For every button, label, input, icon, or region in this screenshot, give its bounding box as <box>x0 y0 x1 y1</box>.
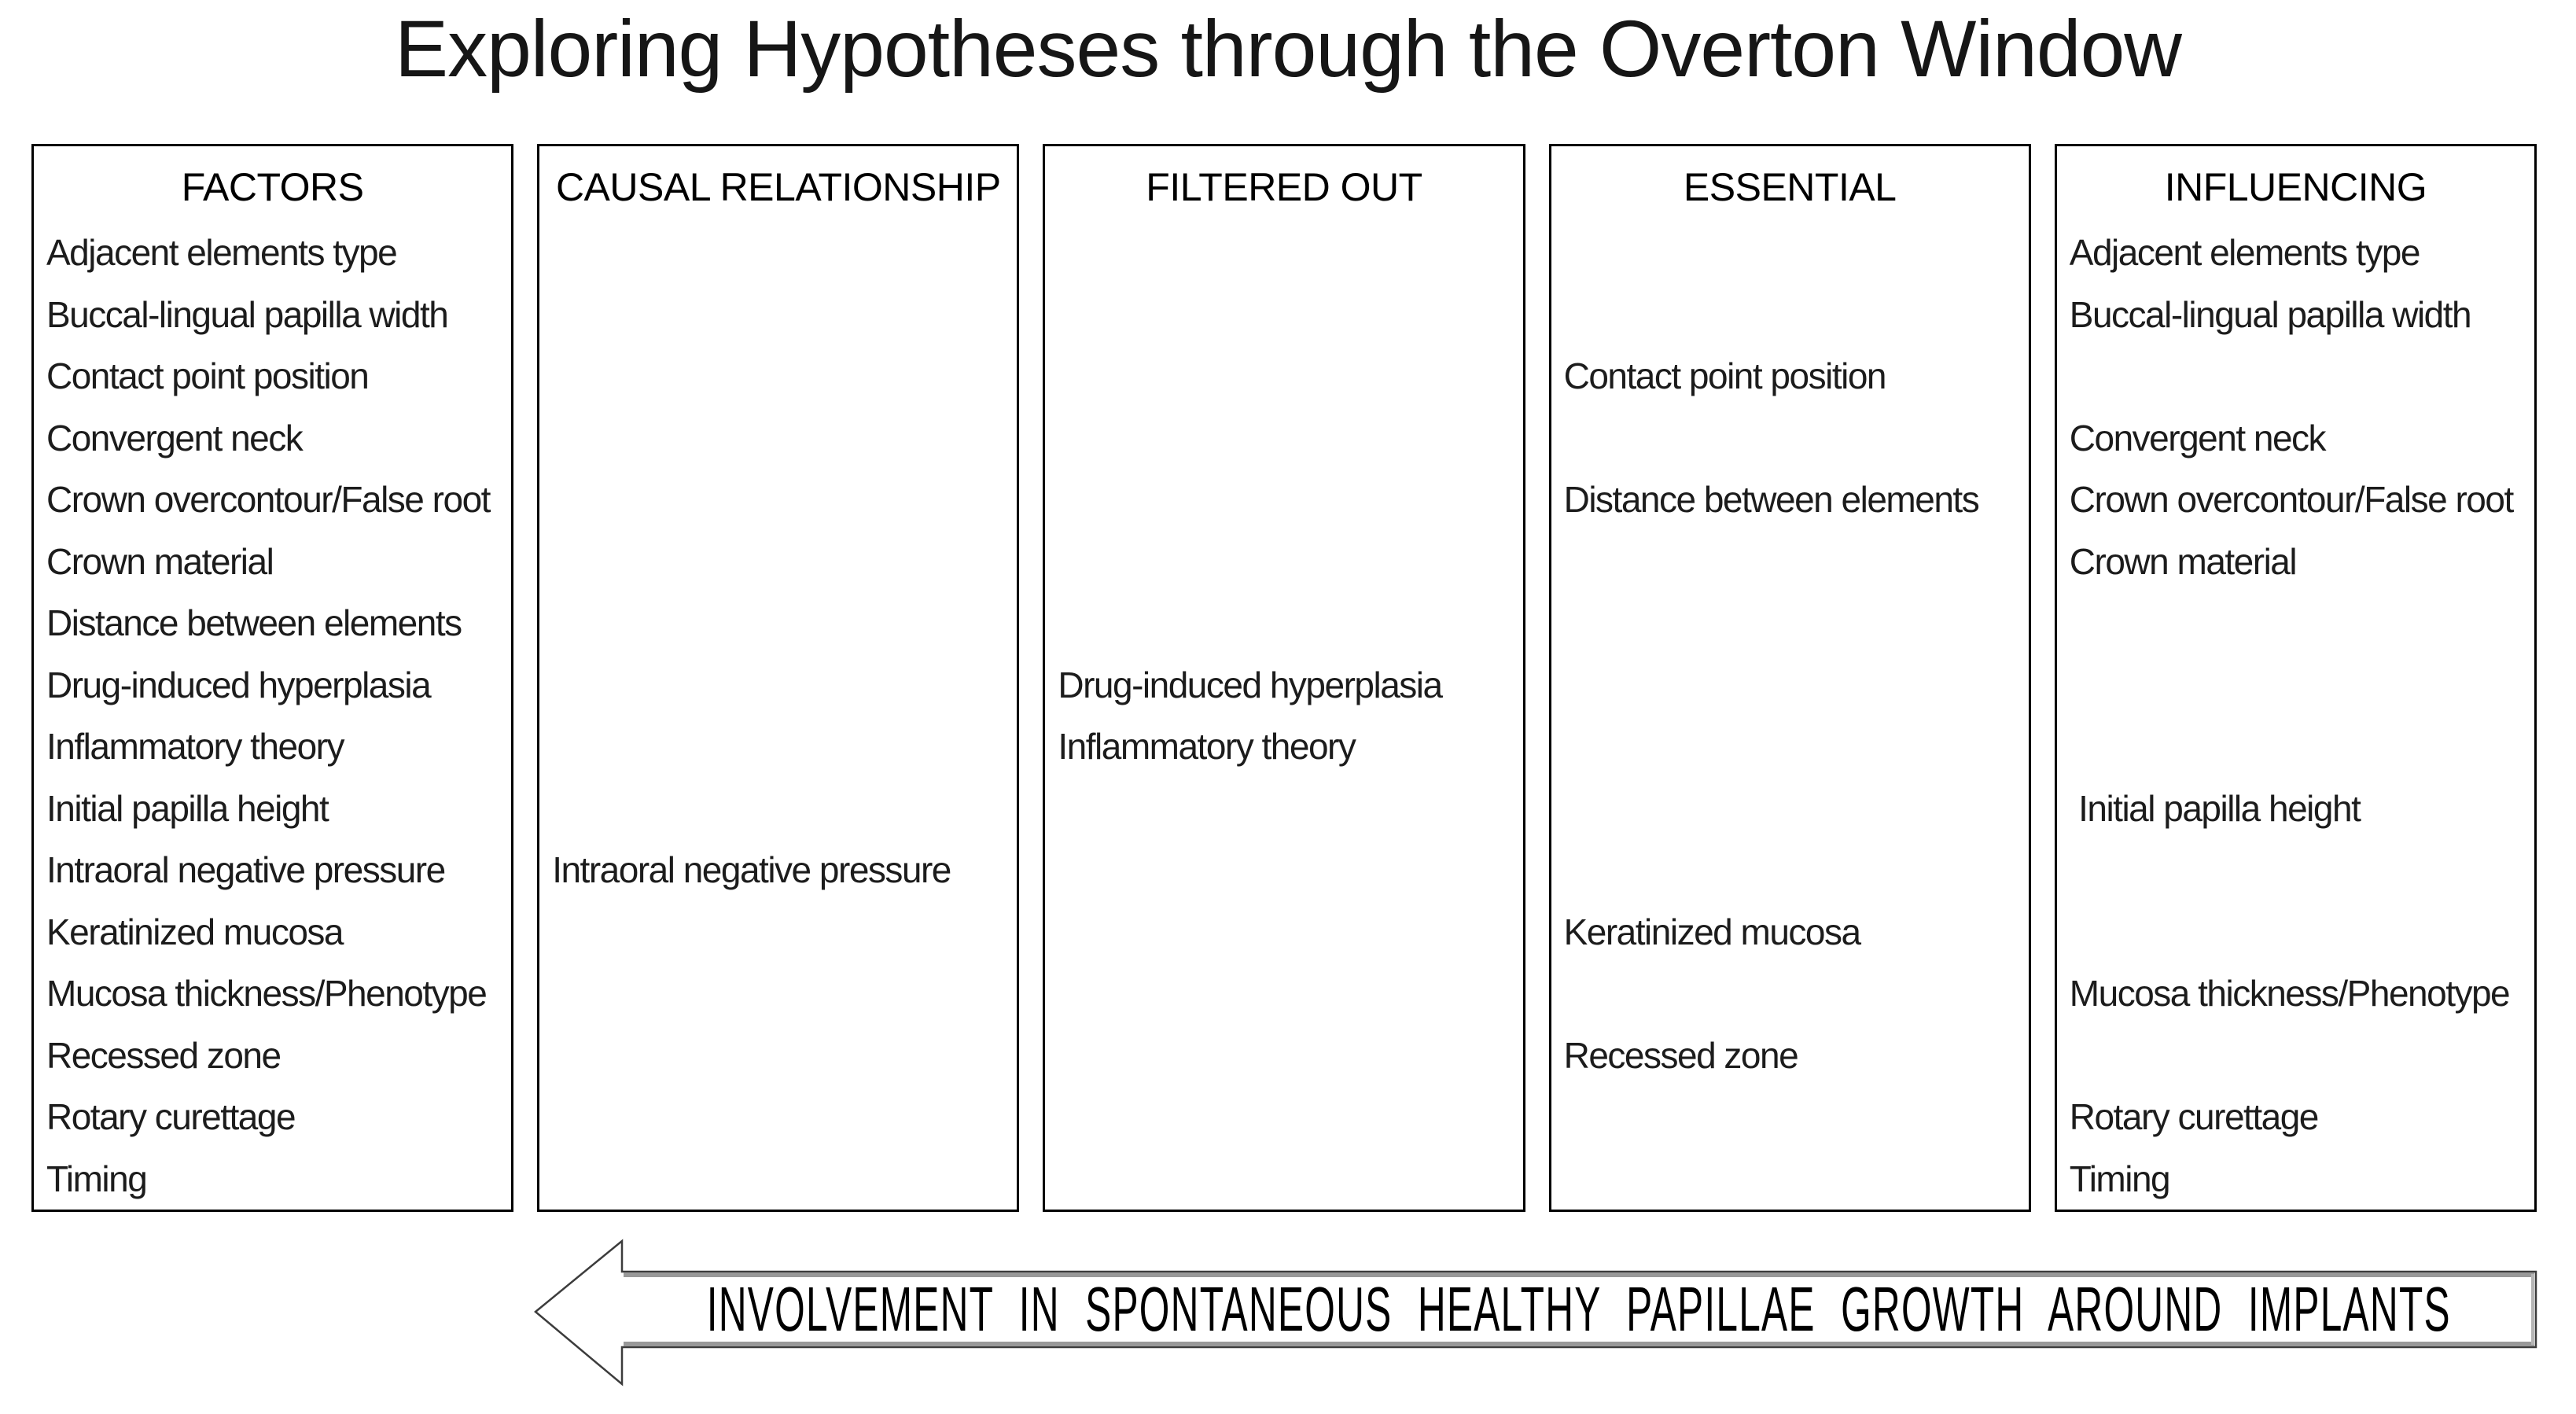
column-cell <box>1551 716 2029 778</box>
column-cell <box>1551 1086 2029 1148</box>
column-cell: Drug-induced hyperplasia <box>46 664 431 705</box>
arrow-label-container <box>622 1272 2536 1347</box>
column-cell <box>1045 839 1522 901</box>
column-cell: Crown material <box>2069 540 2297 582</box>
column-cell <box>1045 222 1522 284</box>
column-cell <box>539 531 1017 593</box>
column-cell <box>1551 963 2029 1025</box>
column-cell <box>539 345 1017 407</box>
column-cell <box>1045 963 1522 1025</box>
column-cell: Inflammatory theory <box>1058 726 1356 768</box>
column-cell <box>539 284 1017 346</box>
column-header: CAUSAL RELATIONSHIP <box>555 165 1001 209</box>
column-cell: Keratinized mucosa <box>1563 911 1860 952</box>
column-cell: Mucosa thickness/Phenotype <box>2069 973 2510 1014</box>
column-cell <box>539 407 1017 469</box>
column-cell <box>1551 839 2029 901</box>
column-cell <box>1045 1148 1522 1210</box>
column-cell <box>1551 592 2029 654</box>
column-cell <box>1045 284 1522 346</box>
column-cell: Keratinized mucosa <box>46 911 343 952</box>
column-cell <box>539 901 1017 963</box>
column-cell <box>539 592 1017 654</box>
column-cell <box>1045 592 1522 654</box>
column-cell <box>539 222 1017 284</box>
column-cell: Contact point position <box>1563 355 1886 397</box>
column-cell: Buccal-lingual papilla width <box>46 293 448 335</box>
column-influencing <box>2055 144 2537 1212</box>
column-cell: Initial papilla height <box>2069 787 2361 829</box>
column-cell <box>1551 654 2029 716</box>
column-cell: Convergent neck <box>46 417 303 458</box>
column-header: ESSENTIAL <box>1683 165 1897 209</box>
column-filtered-out <box>1043 144 1525 1212</box>
column-cell: Intraoral negative pressure <box>552 849 951 891</box>
column-cell <box>1045 778 1522 840</box>
column-cell: Distance between elements <box>1563 479 1979 521</box>
column-cell: Contact point position <box>46 355 369 397</box>
page-title: Exploring Hypotheses through the Overton Window <box>395 4 2181 94</box>
column-cell <box>1045 1025 1522 1087</box>
column-cell: Adjacent elements type <box>46 232 397 274</box>
left-arrow <box>534 1238 2539 1389</box>
column-cell <box>539 963 1017 1025</box>
column-cell <box>2057 901 2534 963</box>
column-cell <box>1551 531 2029 593</box>
column-cell: Recessed zone <box>46 1034 281 1076</box>
column-cell <box>539 778 1017 840</box>
column-cell <box>2057 592 2534 654</box>
column-cell: Mucosa thickness/Phenotype <box>46 973 487 1014</box>
column-cell: Initial papilla height <box>46 787 329 829</box>
column-cell <box>1045 407 1522 469</box>
column-header: INFLUENCING <box>2164 165 2427 209</box>
column-header: FACTORS <box>181 165 364 209</box>
column-cell: Drug-induced hyperplasia <box>1058 664 1442 705</box>
column-cell: Timing <box>2069 1158 2170 1199</box>
column-cell <box>539 1148 1017 1210</box>
column-cell <box>1045 901 1522 963</box>
column-cell <box>539 1025 1017 1087</box>
column-cell <box>2057 345 2534 407</box>
column-cell <box>1551 222 2029 284</box>
column-cell <box>2057 839 2534 901</box>
column-cell <box>539 654 1017 716</box>
arrow-label: INVOLVEMENT IN SPONTANEOUS HEALTHY PAPILLAE GROWTH AROUND IMPLANTS <box>706 1274 2452 1344</box>
column-cell: Buccal-lingual papilla width <box>2069 293 2471 335</box>
column-cell <box>1045 469 1522 531</box>
column-cell: Convergent neck <box>2069 417 2326 458</box>
column-cell <box>539 1086 1017 1148</box>
column-cell <box>1551 284 2029 346</box>
column-cell <box>2057 716 2534 778</box>
column-cell: Rotary curettage <box>2069 1096 2318 1138</box>
column-causal-relationship <box>537 144 1019 1212</box>
column-cell <box>2057 654 2534 716</box>
column-cell: Intraoral negative pressure <box>46 849 445 891</box>
column-cell <box>539 716 1017 778</box>
column-cell: Inflammatory theory <box>46 726 344 768</box>
overton-columns <box>31 144 2537 1211</box>
column-cell <box>1551 407 2029 469</box>
column-cell <box>1045 1086 1522 1148</box>
column-cell: Timing <box>46 1158 147 1199</box>
column-cell: Rotary curettage <box>46 1096 296 1138</box>
column-cell: Crown overcontour/False root <box>2069 479 2513 521</box>
column-cell <box>1045 345 1522 407</box>
column-cell: Adjacent elements type <box>2069 232 2420 274</box>
column-cell <box>1045 531 1522 593</box>
column-header: FILTERED OUT <box>1146 165 1422 209</box>
column-cell <box>1551 1148 2029 1210</box>
column-cell: Distance between elements <box>46 602 462 644</box>
column-cell: Crown overcontour/False root <box>46 479 490 521</box>
column-essential <box>1549 144 2031 1212</box>
column-cell <box>1551 778 2029 840</box>
column-factors <box>31 144 513 1212</box>
column-cell <box>2057 1025 2534 1087</box>
column-cell: Recessed zone <box>1563 1034 1798 1076</box>
column-cell: Crown material <box>46 540 274 582</box>
column-cell <box>539 469 1017 531</box>
